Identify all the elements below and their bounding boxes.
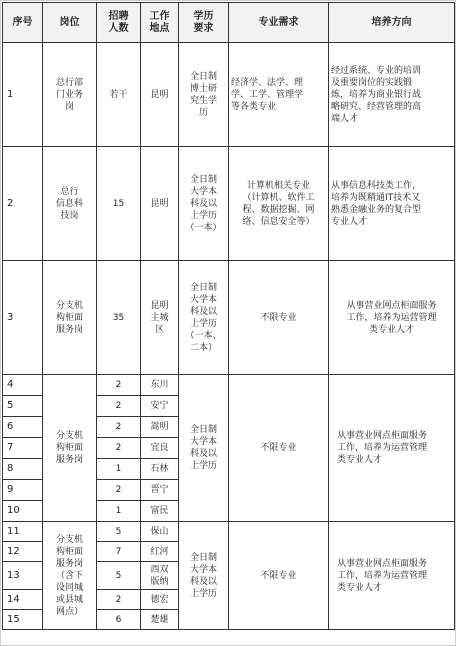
cell-count: 6: [97, 610, 141, 630]
cell-place: 保山: [141, 522, 179, 542]
cell-place: 嵩明: [141, 417, 179, 438]
cell-place: 富民: [141, 501, 179, 522]
cell-count: 2: [97, 417, 141, 438]
cell-edu: 全日制 大学本 科及以 上学历 （一本）: [179, 147, 229, 261]
cell-major: 不限专业: [229, 522, 329, 630]
cell-post: 分支机 构柜面 服务岗: [43, 375, 97, 522]
cell-count: 5: [97, 562, 141, 590]
cell-count: 5: [97, 522, 141, 542]
cell-direction: 经过系统、专业的培训 及重要岗位的实践锻 炼，培养为商业银行战 略研究、经营管理的高 端人才: [329, 43, 455, 147]
cell-count: 2: [97, 590, 141, 610]
cell-post: 总行部 门业务 岗: [43, 43, 97, 147]
cell-no: 13: [3, 562, 43, 590]
header-row: [3, 3, 455, 43]
cell-major: 不限专业: [229, 375, 329, 522]
table-row: [3, 43, 455, 147]
cell-place: 安宁: [141, 396, 179, 417]
cell-count: 35: [97, 261, 141, 375]
header-edu: 学历 要求: [179, 3, 229, 43]
cell-no: 7: [3, 438, 43, 459]
cell-no: 2: [3, 147, 43, 261]
header-direction: 培养方向: [329, 3, 455, 43]
cell-place: 德宏: [141, 590, 179, 610]
cell-no: 8: [3, 459, 43, 480]
cell-edu: 全日制 博士研 究生学 历: [179, 43, 229, 147]
cell-major: 经济学、法学、理 学、工学、管理学 等各类专业: [229, 43, 329, 147]
recruitment-table: [2, 2, 455, 630]
cell-count: 1: [97, 459, 141, 480]
cell-count: 1: [97, 501, 141, 522]
cell-place: 西双 版纳: [141, 562, 179, 590]
cell-count: 2: [97, 396, 141, 417]
cell-place: 红河: [141, 542, 179, 562]
cell-post: 分支机 构柜面 服务岗 （含下 设同城 或县城 网点）: [43, 522, 97, 630]
cell-no: 3: [3, 261, 43, 375]
cell-place: 楚雄: [141, 610, 179, 630]
cell-post: 总行 信息科 技岗: [43, 147, 97, 261]
cell-major: 计算机相关专业 （计算机、软件工 程、数据挖掘、网 络、信息安全等）: [229, 147, 329, 261]
cell-post: 分支机 构柜面 服务岗: [43, 261, 97, 375]
cell-edu: 全日制 大学本 科及以 上学历 （一本、 二本）: [179, 261, 229, 375]
header-count: 招聘 人数: [97, 3, 141, 43]
cell-count: 7: [97, 542, 141, 562]
cell-count: 若干: [97, 43, 141, 147]
header-post: 岗位: [43, 3, 97, 43]
cell-place: 石林: [141, 459, 179, 480]
cell-place: 昆明 主城 区: [141, 261, 179, 375]
header-no: 序号: [3, 3, 43, 43]
header-major: 专业需求: [229, 3, 329, 43]
cell-count: 15: [97, 147, 141, 261]
cell-no: 6: [3, 417, 43, 438]
cell-place: 昆明: [141, 147, 179, 261]
cell-major: 不限专业: [229, 261, 329, 375]
cell-count: 2: [97, 438, 141, 459]
cell-edu: 全日制 大学本 科及以 上学历: [179, 375, 229, 522]
cell-place: 宜良: [141, 438, 179, 459]
cell-no: 12: [3, 542, 43, 562]
cell-count: 2: [97, 375, 141, 396]
cell-no: 11: [3, 522, 43, 542]
cell-place: 昆明: [141, 43, 179, 147]
table-row: [3, 522, 455, 542]
cell-no: 9: [3, 480, 43, 501]
table-row: [3, 261, 455, 375]
cell-no: 4: [3, 375, 43, 396]
cell-place: 晋宁: [141, 480, 179, 501]
cell-direction: 从事营业网点柜面服务 工作，培养为运营管理 类专业人才: [329, 375, 455, 522]
cell-direction: 从事信息科技类工作， 培养为既精通IT技术又 熟悉金融业务的复合型 专业人才: [329, 147, 455, 261]
cell-edu: 全日制 大学本 科及以 上学历: [179, 522, 229, 630]
cell-count: 2: [97, 480, 141, 501]
cell-no: 10: [3, 501, 43, 522]
cell-no: 15: [3, 610, 43, 630]
cell-direction: 从事营业网点柜面服务 工作，培养为运营管理 类专业人才: [329, 261, 455, 375]
table-row: [3, 375, 455, 396]
header-place: 工作 地点: [141, 3, 179, 43]
cell-direction: 从事营业网点柜面服务 工作，培养为运营管理 类专业人才: [329, 522, 455, 630]
cell-no: 1: [3, 43, 43, 147]
cell-place: 东川: [141, 375, 179, 396]
cell-no: 5: [3, 396, 43, 417]
table-row: [3, 147, 455, 261]
cell-no: 14: [3, 590, 43, 610]
